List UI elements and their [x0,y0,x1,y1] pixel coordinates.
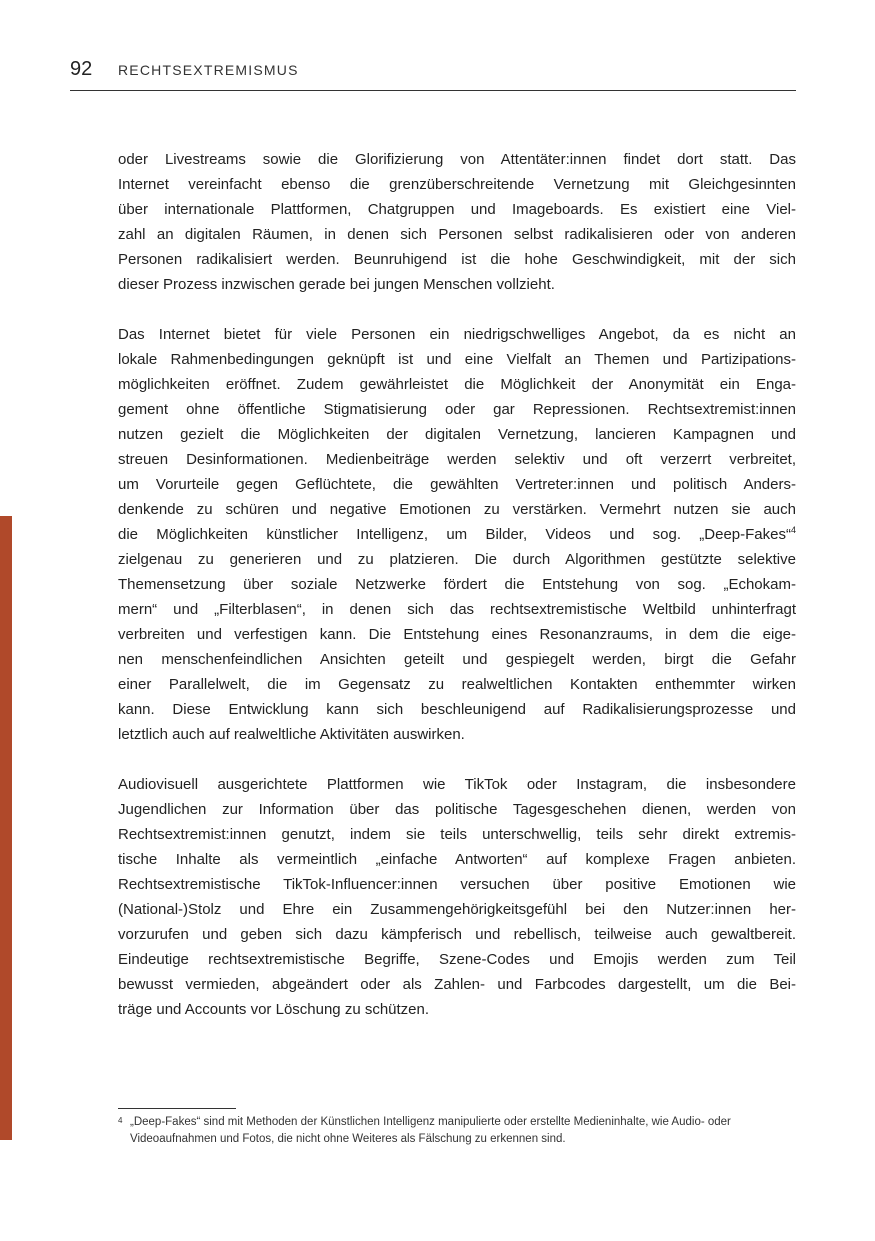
text-line: um Vorurteile gegen Geflüchtete, die gewählten Vertreter:innen und politisch Anders- [118,476,796,493]
text-line: denkende zu schüren und negative Emotionen zu verstärken. Vermehrt nutzen sie auch [118,501,796,518]
text-line: Eindeutige rechtsextremistische Begriffe, Szene-Codes und Emojis werden zum Teil [118,951,796,968]
text-line: zahl an digitalen Räumen, in denen sich Personen selbst radikalisieren oder von anderen [118,226,796,243]
text-line: tische Inhalte als vermeintlich „einfache Antworten“ auf komplexe Fragen anbieten. [118,851,796,868]
text-line: dieser Prozess inzwischen gerade bei jungen Menschen vollzieht. [118,276,555,293]
text-line: mern“ und „Filterblasen“, in denen sich das rechtsextremistische Weltbild unhinterfragt [118,601,796,618]
text-line: Personen radikalisiert werden. Beunruhigend ist die hohe Geschwindigkeit, mit der sich [118,251,796,268]
text-line: kann. Diese Entwicklung kann sich beschleunigend auf Radikalisierungsprozesse und [118,701,796,718]
paragraph-1 [118,147,796,297]
text-line: über internationale Plattformen, Chatgruppen und Imageboards. Es existiert eine Viel- [118,201,796,218]
footnote-reference: 4 [790,525,796,535]
footnote-divider [118,1108,236,1109]
footnote-line: „Deep-Fakes“ sind mit Methoden der Künstlichen Intelligenz manipulierte oder erstellte Medieninhalte, wie Audio- oder [130,1116,731,1128]
text-line: gement ohne öffentliche Stigmatisierung oder gar Repressionen. Rechtsextremist:innen [118,401,796,418]
text-line: einer Parallelwelt, die im Gegensatz zu realweltlichen Kontakten enthemmter wirken [118,676,796,693]
footnote-line: Videoaufnahmen und Fotos, die nicht ohne Weiteres als Fälschung zu erkennen sind. [130,1133,566,1145]
text-line: letztlich auch auf realweltliche Aktivitäten auswirken. [118,726,465,743]
text-line: zielgenau zu generieren und zu platzieren. Die durch Algorithmen gestützte selektive [118,551,796,568]
text-line: Internet vereinfacht ebenso die grenzüberschreitende Vernetzung mit Gleichgesinnten [118,176,796,193]
text-line: Jugendlichen zur Information über das politische Tagesgeschehen dienen, werden von [118,801,796,818]
text-line: träge und Accounts vor Löschung zu schützen. [118,1001,430,1018]
footnote [118,1114,796,1148]
text-line: Rechtsextremistische TikTok-Influencer:innen versuchen über positive Emotionen wie [118,876,796,893]
text-line: möglichkeiten eröffnet. Zudem gewährleistet die Möglichkeit der Anonymität ein Enga- [118,376,796,393]
text-line: Das Internet bietet für viele Personen ein niedrigschwelliges Angebot, da es nicht an [118,326,796,343]
page-header [70,56,796,91]
paragraph-2 [118,322,796,747]
paragraph-3 [118,772,796,1022]
text-line: (National-)Stolz und Ehre ein Zusammengehörigkeitsgefühl bei den Nutzer:innen her- [118,901,796,918]
text-line-content: die Möglichkeiten künstlicher Intelligenz, um Bilder, Videos und sog. „Deep-Fakes“ [118,526,791,543]
footnote-number: 4 [118,1116,123,1125]
text-line: Themensetzung über soziale Netzwerke fördert die Entstehung von sog. „Echokam- [118,576,796,593]
running-title: RECHTSEXTREMISMUS [118,62,299,78]
text-line: oder Livestreams sowie die Glorifizierung von Attentäter:innen findet dort statt. Das [118,151,796,168]
text-line: bewusst vermieden, abgeändert oder als Zahlen- und Farbcodes dargestellt, um die Bei- [118,976,796,993]
side-accent-bar [0,516,12,1140]
body-text [118,147,796,1047]
text-line: nen menschenfeindlichen Ansichten geteilt und gespiegelt werden, birgt die Gefahr [118,651,796,668]
text-line: vorzurufen und geben sich dazu kämpferisch und rebellisch, teilweise auch gewaltbereit. [118,926,796,943]
text-line: verbreiten und verfestigen kann. Die Entstehung eines Resonanzraums, in dem die eige- [118,626,796,643]
footnote-text [130,1114,796,1148]
text-line: nutzen gezielt die Möglichkeiten der digitalen Vernetzung, lancieren Kampagnen und [118,426,796,443]
text-line: lokale Rahmenbedingungen geknüpft ist und eine Vielfalt an Themen und Partizipations- [118,351,796,368]
text-line: Rechtsextremist:innen genutzt, indem sie teils unterschwellig, teils sehr direkt extremis- [118,826,796,843]
text-line-with-footnote [118,522,796,547]
page-number: 92 [70,58,93,80]
text-line: Audiovisuell ausgerichtete Plattformen wie TikTok oder Instagram, die insbesondere [118,776,796,793]
text-line: streuen Desinformationen. Medienbeiträge werden selektiv und oft verzerrt verbreitet, [118,451,796,468]
